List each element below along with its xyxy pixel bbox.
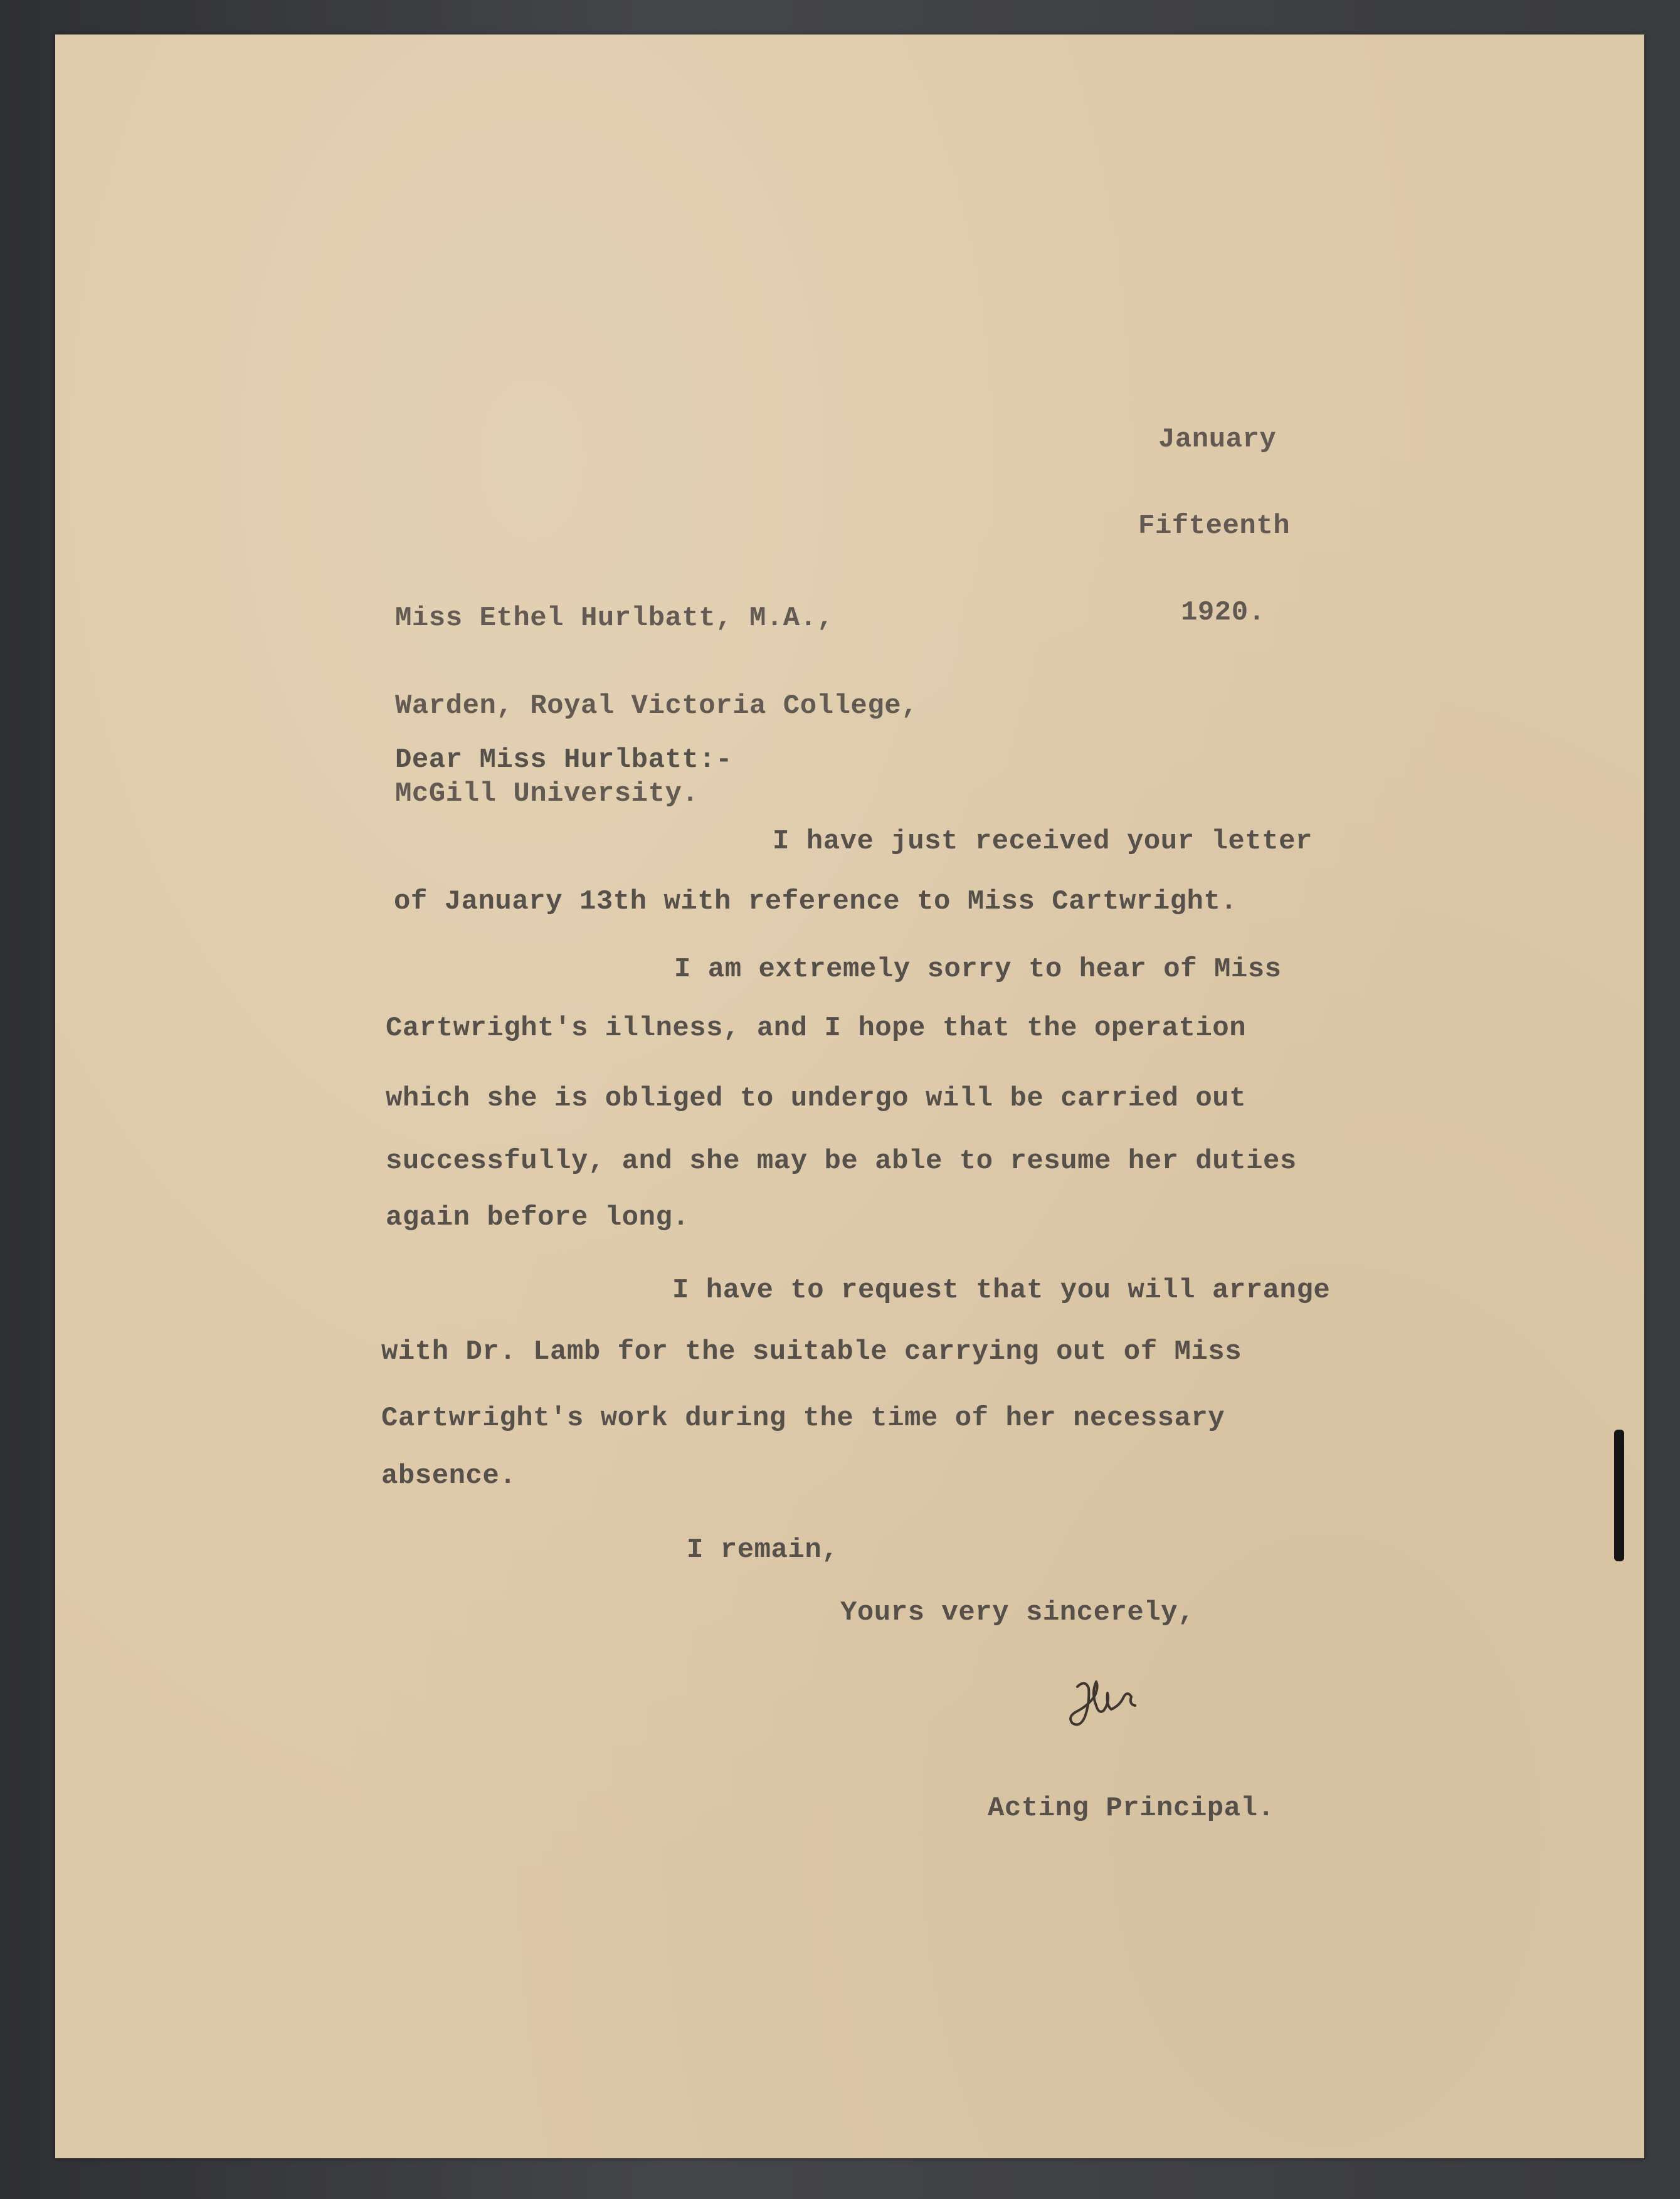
recipient-name: Miss Ethel Hurlbatt, M.A., <box>395 603 834 634</box>
date-block <box>1138 371 1326 658</box>
recipient-institution: McGill University. <box>395 778 699 809</box>
salutation: Dear Miss Hurlbatt:- <box>395 744 733 776</box>
body-line: I have to request that you will arrange <box>672 1275 1331 1306</box>
complimentary-close: Yours very sincerely, <box>840 1597 1195 1628</box>
body-line: Cartwright's illness, and I hope that the operation <box>386 1013 1247 1044</box>
body-line: I am extremely sorry to hear of Miss <box>674 954 1282 985</box>
body-line: of January 13th with reference to Miss Cartwright. <box>394 886 1238 917</box>
date-month: January <box>1158 424 1277 455</box>
handwritten-signature <box>1066 1668 1154 1737</box>
recipient-address <box>395 549 1022 840</box>
body-line: Cartwright's work during the time of her necessary <box>381 1403 1225 1434</box>
body-line: successfully, and she may be able to resume her duties <box>386 1146 1297 1177</box>
body-line: which she is obliged to undergo will be carried out <box>386 1083 1247 1114</box>
body-line: with Dr. Lamb for the suitable carrying out of Miss <box>381 1336 1242 1368</box>
date-year: 1920. <box>1181 597 1265 628</box>
body-line: again before long. <box>386 1202 690 1233</box>
signatory-title: Acting Principal. <box>988 1793 1275 1824</box>
recipient-position: Warden, Royal Victoria College, <box>395 690 919 722</box>
body-line: absence. <box>381 1460 517 1492</box>
closing: I remain, <box>687 1534 839 1566</box>
body-line: I have just received your letter <box>773 826 1313 857</box>
date-day: Fifteenth <box>1138 510 1291 542</box>
binder-tab <box>1614 1430 1624 1561</box>
